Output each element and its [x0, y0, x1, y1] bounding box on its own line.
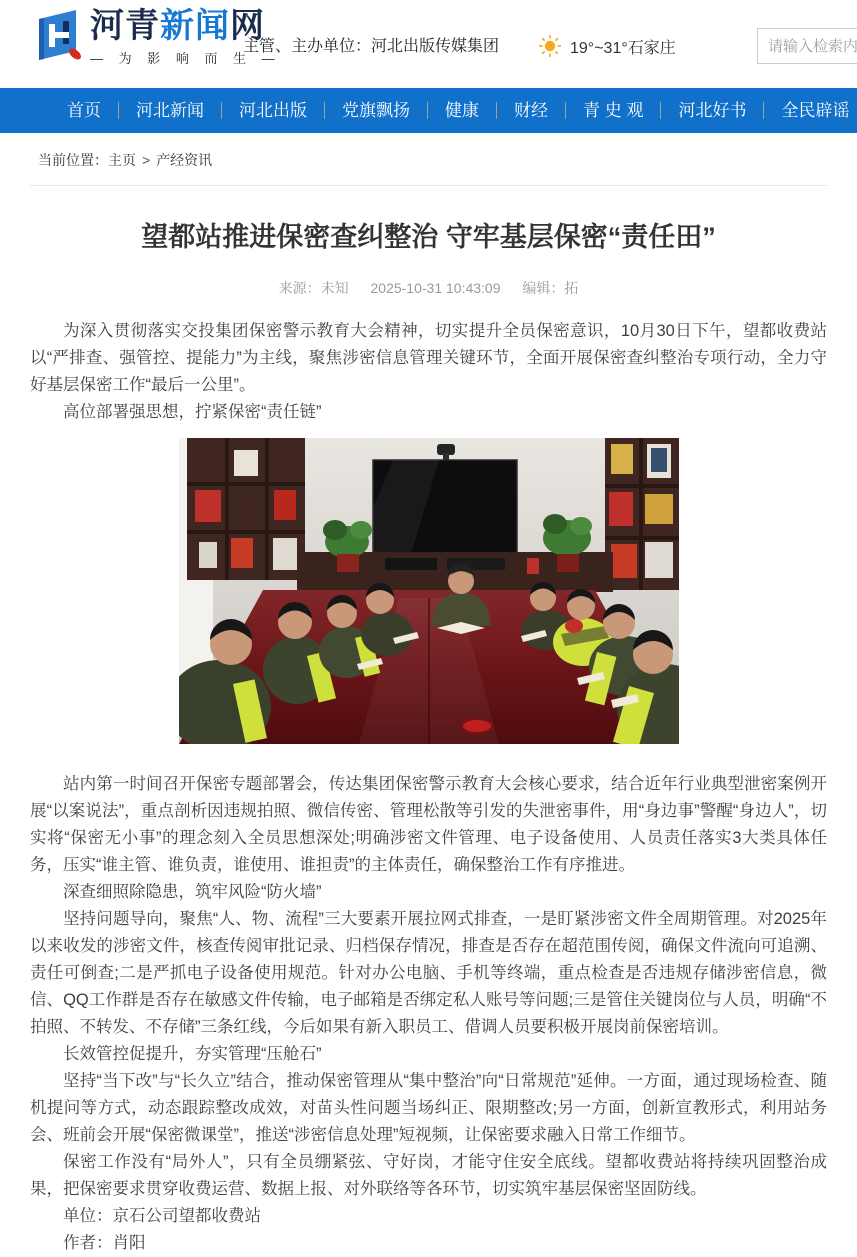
logo-part1: 河青 [90, 7, 160, 45]
article-unit-line: 单位：京石公司望都收费站 [63, 1207, 261, 1225]
nav-divider [118, 102, 119, 119]
article-title: 望都站推进保密查纠整治 守牢基层保密“责任田” [141, 222, 716, 252]
main-nav [0, 88, 857, 133]
nav-item-history-view[interactable]: 青 史 观 [583, 101, 644, 120]
nav-divider [660, 102, 661, 119]
nav-item-health[interactable]: 健康 [445, 101, 479, 120]
logo-part2: 新闻 [160, 7, 230, 45]
nav-item-hebei-publishing[interactable]: 河北出版 [239, 101, 307, 120]
logo-icon [34, 7, 84, 63]
nav-item-party-flag[interactable]: 党旗飘扬 [342, 101, 410, 120]
site-header [0, 0, 857, 88]
article-author-line: 作者：肖阳 [63, 1234, 146, 1252]
article-editor: 编辑：拓 [522, 280, 579, 296]
nav-divider [565, 102, 566, 119]
nav-divider [221, 102, 222, 119]
weather-text: 19°~31°石家庄 [570, 39, 676, 57]
nav-item-home[interactable]: 首页 [67, 101, 101, 120]
article-paragraph: 深查细照除隐患，筑牢风险“防火墙” [63, 883, 322, 901]
nav-item-finance[interactable]: 财经 [514, 101, 548, 120]
meeting-photo-illustration [179, 438, 679, 744]
breadcrumb [38, 150, 819, 170]
meeting-photo [30, 438, 827, 753]
nav-divider [763, 102, 764, 119]
breadcrumb-current-link[interactable]: 产经资讯 [156, 152, 213, 168]
weather-widget [538, 34, 676, 58]
article-source: 来源：未知 [278, 280, 349, 296]
article-meta [0, 278, 857, 298]
breadcrumb-home-link[interactable]: 主页 [108, 152, 136, 168]
article-paragraph: 高位部署强思想，拧紧保密“责任链” [63, 403, 322, 421]
nav-divider [427, 102, 428, 119]
logo-tagline: — 为 影 响 而 生 — [90, 51, 281, 66]
article-paragraph: 保密工作没有“局外人”，只有全员绷紧弦、守好岗，才能守住安全底线。望都收费站将持续巩固整治成果，把保密要求贯穿收费运营、数据上报、对外联络等各环节，切实筑牢基层保密坚固防线。 [30, 1153, 827, 1198]
nav-item-hebei-books[interactable]: 河北好书 [678, 101, 747, 120]
search-input[interactable] [757, 28, 857, 64]
article-paragraph: 坚持问题导向，聚焦“人、物、流程”三大要素开展拉网式排查，一是盯紧涉密文件全周期管理。对2025年以来收发的涉密文件，核查传阅审批记录、归档保存情况，排查是否存在超范围传阅，确保文件流向可追溯、责任可倒查;二是严抓电子设备使用规范。针对办公电脑、手机等终端，重点检查是否违规存储涉密信息，微信、QQ工作群是否存在敏感文件传输，电子邮箱是否绑定私人账号等问题;三是管住关键岗位与人员，明确“不拍照、不转发、不存储”三条红线，今后如果有新入职员工、借调人员要积极开展岗前保密培训。 [30, 910, 827, 1036]
article-paragraph: 坚持“当下改”与“长久立”结合，推动保密管理从“集中整治”向“日常规范”延伸。一方面，通过现场检查、随机提问等方式，动态跟踪整改成效，对苗头性问题当场纠正、限期整改;另一方面，创新宣教形式，利用站务会、班前会开展“保密微课堂”，推送“涉密信息处理”短视频，让保密要求融入日常工作细节。 [30, 1072, 827, 1144]
nav-divider [324, 102, 325, 119]
breadcrumb-bar [30, 133, 827, 186]
article-paragraph: 为深入贯彻落实交投集团保密警示教育大会精神，切实提升全员保密意识，10月30日下午，望都收费站以“严排查、强管控、提能力”为主线，聚焦涉密信息管理关键环节，全面开展保密查纠整治专项行动，全力守好基层保密工作“最后一公里”。 [30, 322, 827, 394]
nav-divider [496, 102, 497, 119]
nav-item-hebei-news[interactable]: 河北新闻 [136, 101, 204, 120]
article-datetime: 2025-10-31 10:43:09 [370, 280, 501, 296]
organizer-text: 主管、主办单位：河北出版传媒集团 [243, 38, 500, 55]
breadcrumb-separator: > [142, 152, 151, 168]
article-paragraph: 站内第一时间召开保密专题部署会，传达集团保密警示教育大会核心要求，结合近年行业典型泄密案例开展“以案说法”，重点剖析因违规拍照、微信传密、管理松散等引发的失泄密事件，用“身边事”警醒“身边人”，切实将“保密无小事”的理念刻入全员思想深处;明确涉密文件管理、电子设备使用、人员责任落实3大类具体任务，压实“谁主管、谁负责，谁使用、谁担责”的主体责任，确保整治工作有序推进。 [30, 775, 827, 874]
sun-icon [538, 34, 562, 58]
logo-part3: 网 [230, 7, 265, 45]
nav-item-rumor-refute[interactable]: 全民辟谣 [781, 101, 850, 120]
breadcrumb-label: 当前位置： [38, 152, 108, 168]
article-paragraph: 长效管控促提升，夯实管理“压舱石” [63, 1045, 322, 1063]
article-body [30, 318, 827, 1257]
